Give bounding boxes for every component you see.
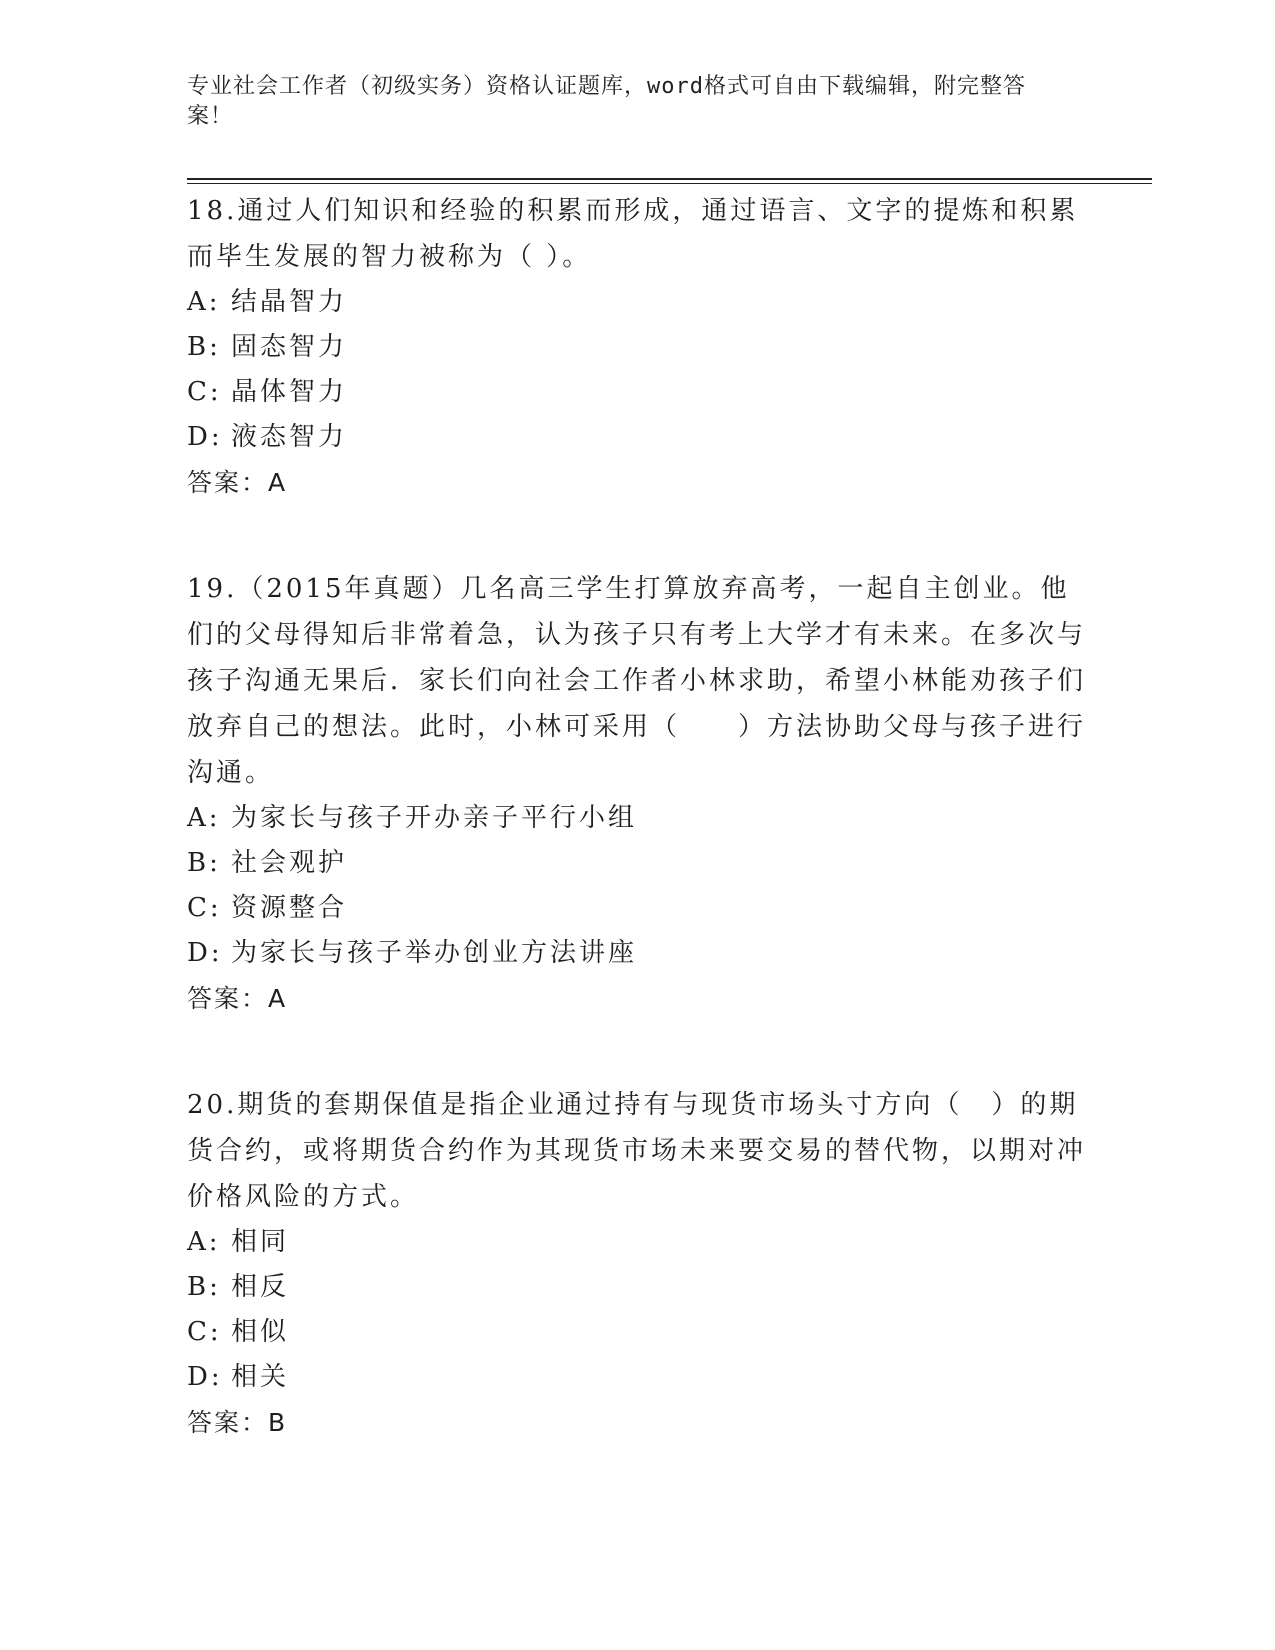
question-stem: 18.通过人们知识和经验的积累而形成，通过语言、文字的提炼和积累而毕生发展的智力被称为（ ）。 [187, 196, 1079, 272]
answer-line: 答案：A [187, 468, 288, 497]
option-text: 液态智力 [231, 422, 348, 452]
option-c [187, 886, 1087, 931]
option-letter: B: [187, 848, 221, 878]
option-text: 晶体智力 [231, 377, 348, 407]
option-b [187, 325, 1087, 370]
option-b [187, 841, 1087, 886]
option-a [187, 1220, 1087, 1265]
option-text: 相关 [231, 1362, 290, 1392]
option-letter: D: [187, 1362, 223, 1392]
option-a [187, 796, 1087, 841]
option-letter: B: [187, 332, 221, 362]
option-text: 为家长与孩子举办创业方法讲座 [231, 938, 638, 968]
option-c [187, 1310, 1087, 1355]
option-d [187, 1355, 1087, 1400]
header-divider [187, 178, 1152, 184]
question-20 [187, 1082, 1087, 1446]
option-text: 结晶智力 [231, 287, 348, 317]
option-letter: C: [187, 377, 222, 407]
option-b [187, 1265, 1087, 1310]
option-letter: B: [187, 1272, 221, 1302]
page-header: 专业社会工作者（初级实务）资格认证题库，word格式可自由下载编辑，附完整答案！ [187, 74, 1026, 129]
option-letter: C: [187, 893, 222, 923]
option-letter: A: [187, 1227, 221, 1257]
option-letter: D: [187, 938, 223, 968]
question-list [187, 188, 1087, 1506]
option-c [187, 370, 1087, 415]
option-letter: A: [187, 287, 221, 317]
option-text: 相反 [231, 1272, 290, 1302]
option-a [187, 280, 1087, 325]
option-text: 相同 [231, 1227, 290, 1257]
option-d [187, 931, 1087, 976]
answer-line: 答案：B [187, 1408, 288, 1437]
question-18 [187, 188, 1087, 506]
answer-line: 答案：A [187, 984, 288, 1013]
question-19 [187, 566, 1087, 1022]
option-letter: C: [187, 1317, 222, 1347]
option-text: 固态智力 [231, 332, 348, 362]
option-d [187, 415, 1087, 460]
question-stem: 20.期货的套期保值是指企业通过持有与现货市场头寸方向（ ）的期货合约，或将期货合约作为其现货市场未来要交易的替代物，以期对冲价格风险的方式。 [187, 1090, 1087, 1212]
option-text: 相似 [231, 1317, 290, 1347]
option-letter: A: [187, 803, 221, 833]
option-text: 资源整合 [231, 893, 348, 923]
option-text: 为家长与孩子开办亲子平行小组 [231, 803, 638, 833]
option-text: 社会观护 [231, 848, 348, 878]
option-letter: D: [187, 422, 223, 452]
question-stem: 19.（2015年真题）几名高三学生打算放弃高考，一起自主创业。他们的父母得知后非常着急，认为孩子只有考上大学才有未来。在多次与孩子沟通无果后．家长们向社会工作者小林求助，希望小林能劝孩子们放弃自己的想法。此时，小林可采用（ ）方法协助父母与孩子进行沟通。 [187, 574, 1087, 788]
